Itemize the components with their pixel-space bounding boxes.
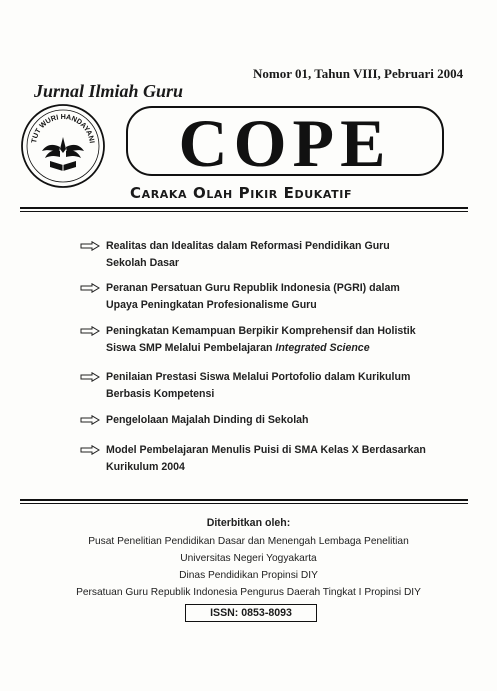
bottom-divider <box>20 499 468 501</box>
journal-subtitle: Caraka Olah Pikir Edukatif <box>130 184 353 202</box>
topic-item <box>80 412 309 429</box>
topic-text: Peningkatan Kemampuan Berpikir Komprehensif dan Holistik Siswa SMP Melalui Pembelajaran Integrated Science <box>106 325 416 354</box>
topic-text: Realitas dan Idealitas dalam Reformasi Pendidikan Guru Sekolah Dasar <box>106 240 390 269</box>
publisher-line: Dinas Pendidikan Propinsi DIY <box>179 570 318 581</box>
publisher-line: Pusat Penelitian Pendidikan Dasar dan Menengah Lembaga Penelitian <box>88 536 409 547</box>
arrow-icon <box>80 283 100 293</box>
tut-wuri-handayani-logo <box>20 103 106 189</box>
logo-text: TUT WURI HANDAYANI <box>29 111 97 144</box>
journal-label: Jurnal Ilmiah Guru <box>34 81 184 101</box>
topic-item <box>80 280 400 314</box>
issue-info: Nomor 01, Tahun VIII, Pebruari 2004 <box>253 66 464 81</box>
topic-item <box>80 442 426 476</box>
topic-text: Pengelolaan Majalah Dinding di Sekolah <box>106 414 309 426</box>
arrow-icon <box>80 326 100 336</box>
arrow-icon <box>80 372 100 382</box>
topic-item <box>80 238 390 272</box>
arrow-icon <box>80 241 100 251</box>
topic-text: Peranan Persatuan Guru Republik Indonesia (PGRI) dalam Upaya Peningkatan Profesionalisme Guru <box>106 282 400 311</box>
journal-title: COPE <box>178 105 392 181</box>
publisher-line: Persatuan Guru Republik Indonesia Pengurus Daerah Tingkat I Propinsi DIY <box>76 587 421 598</box>
top-divider <box>20 207 468 209</box>
publisher-line: Universitas Negeri Yogyakarta <box>180 553 317 564</box>
topic-text: Model Pembelajaran Menulis Puisi di SMA Kelas X Berdasarkan Kurikulum 2004 <box>106 444 426 473</box>
topic-item <box>80 323 416 357</box>
topic-text: Penilaian Prestasi Siswa Melalui Portofolio dalam Kurikulum Berbasis Kompetensi <box>106 371 411 400</box>
topic-item <box>80 369 410 403</box>
arrow-icon <box>80 415 100 425</box>
top-divider-thin <box>20 211 468 212</box>
issn-box: ISSN: 0853-8093 <box>185 604 317 622</box>
bottom-divider-thin <box>20 503 468 504</box>
cope-title-box <box>126 105 444 181</box>
publisher-heading: Diterbitkan oleh: <box>206 517 291 529</box>
arrow-icon <box>80 445 100 455</box>
